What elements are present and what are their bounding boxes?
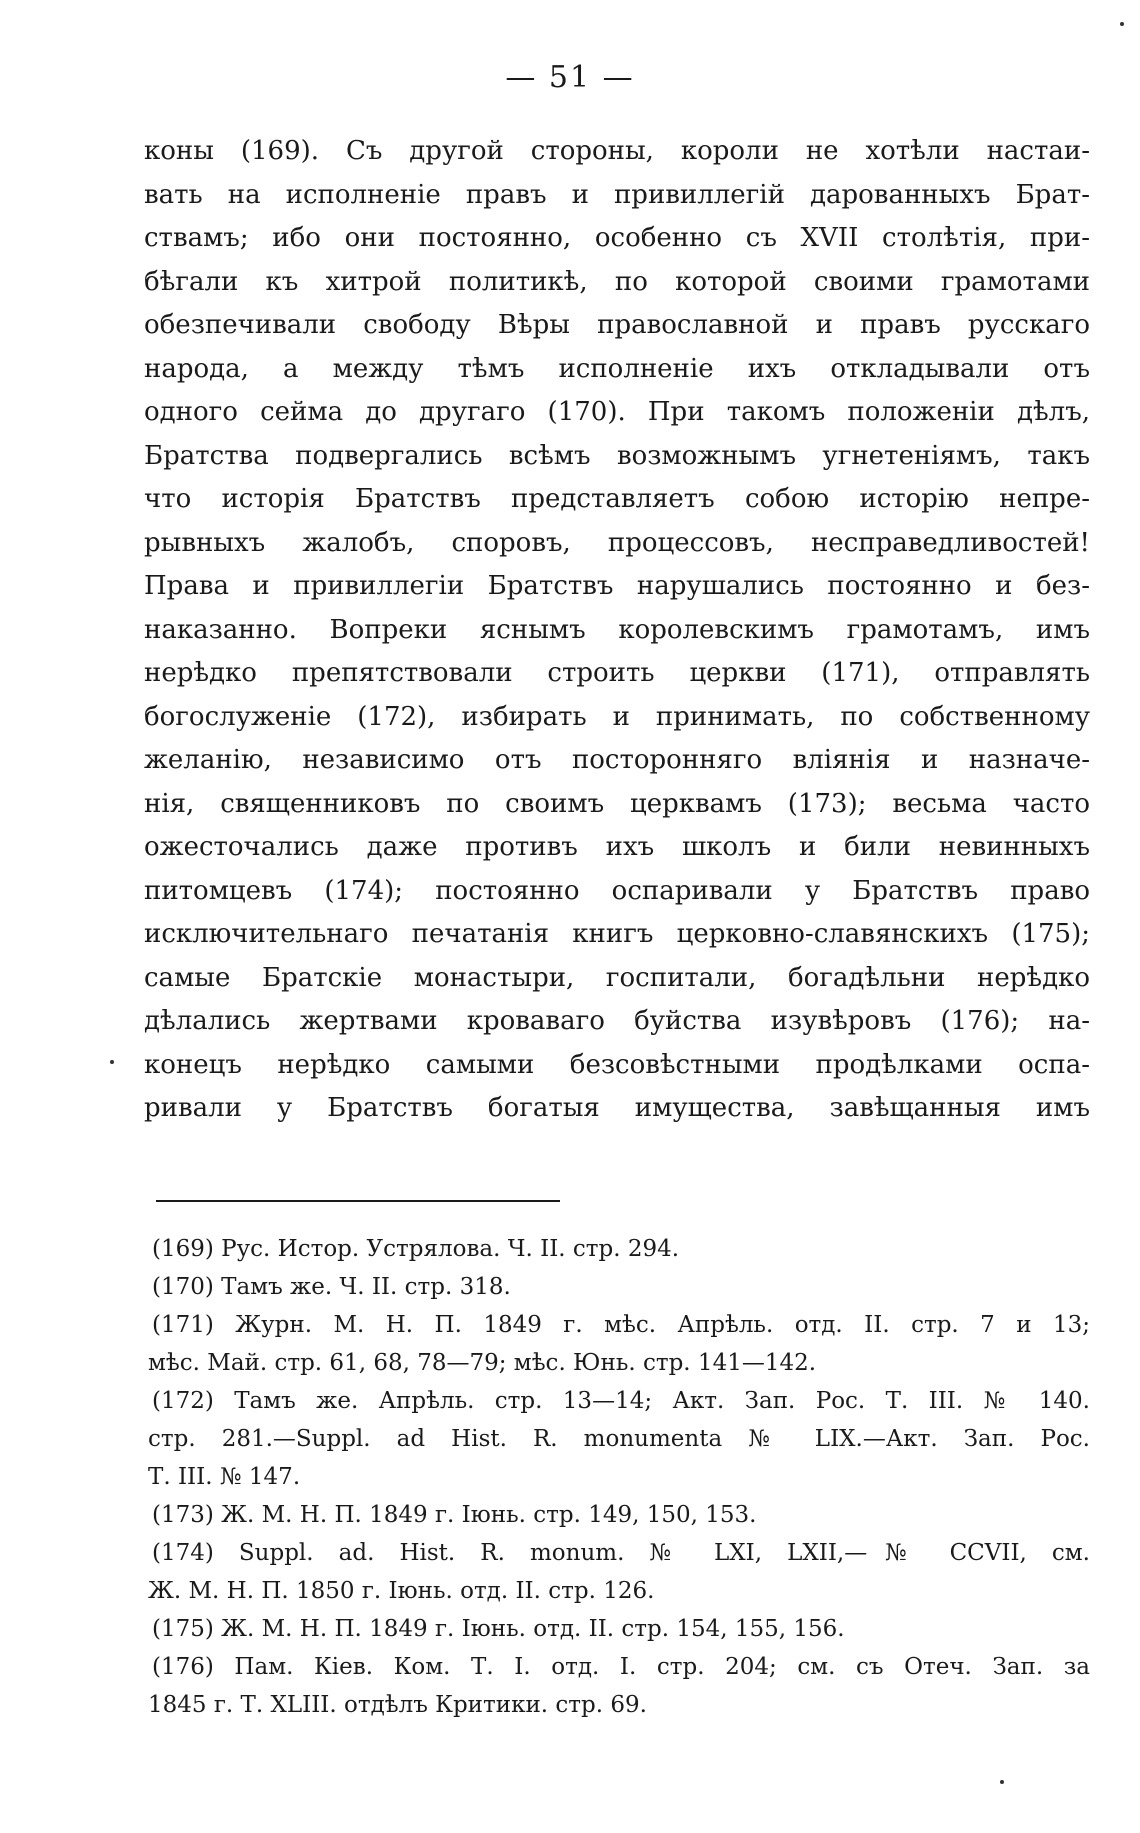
body-line: рывныхъ жалобъ, споровъ, процессовъ, несправедливостей! xyxy=(144,527,1090,558)
body-line: одного сейма до другаго (170). При такомъ положеніи дѣлъ, xyxy=(144,397,1090,427)
footnote-line: 1845 г. Т. XLIII. отдѣлъ Критики. стр. 69. xyxy=(148,1692,647,1718)
body-line: дѣлались жертвами кроваваго буйства изувѣровъ (176); на- xyxy=(144,1006,1090,1036)
body-line: Братства подвергались всѣмъ возможнымъ угнетеніямъ, такъ xyxy=(144,440,1090,471)
footnote-169 xyxy=(152,1230,1090,1268)
footnote-line: стр. 281.—Suppl. ad Hist. R. monumenta № LIX.—Акт. Зап. Рос. xyxy=(148,1426,1090,1452)
body-line: питомцевъ (174); постоянно оспаривали у Братствъ право xyxy=(144,875,1090,906)
body-line: нія, священниковъ по своимъ церквамъ (173); весьма часто xyxy=(144,788,1090,819)
body-line: ривали у Братствъ богатыя имущества, завѣщанныя имъ xyxy=(144,1093,1090,1123)
body-line: ожесточались даже противъ ихъ школъ и били невинныхъ xyxy=(144,832,1090,862)
footnote-174 xyxy=(148,1534,1090,1610)
body-line: нерѣдко препятствовали строить церкви (171), отправлять xyxy=(144,658,1090,688)
footnote-line: (176) Пам. Кіев. Ком. Т. I. отд. I. стр. 204; см. съ Отеч. Зап. за xyxy=(152,1654,1090,1680)
footnote-176 xyxy=(148,1648,1090,1724)
print-speck xyxy=(1120,22,1124,26)
footnote-divider xyxy=(156,1200,560,1202)
footnote-line: (174) Suppl. ad. Hist. R. monum. № LXI, LXII,—№ CCVII, см. xyxy=(152,1540,1090,1566)
body-line: ствамъ; ибо они постоянно, особенно съ XVII столѣтія, при- xyxy=(144,223,1090,253)
footnote-line: (175) Ж. М. Н. П. 1849 г. Іюнь. отд. II. стр. 154, 155, 156. xyxy=(152,1616,845,1642)
footnote-175 xyxy=(152,1610,1090,1648)
page-number: — 51 — xyxy=(505,60,635,95)
body-line: вать на исполненіе правъ и привиллегій дарованныхъ Брат- xyxy=(144,179,1090,210)
footnote-line: мѣс. Май. стр. 61, 68, 78—79; мѣс. Юнь. стр. 141—142. xyxy=(148,1350,817,1376)
footnotes xyxy=(148,1230,1090,1724)
footnote-line: (169) Рус. Истор. Устрялова. Ч. II. стр. 294. xyxy=(152,1236,680,1262)
footnote-line: (171) Журн. М. Н. П. 1849 г. мѣс. Апрѣль. отд. II. стр. 7 и 13; xyxy=(152,1312,1090,1338)
body-line: наказанно. Вопреки яснымъ королевскимъ грамотамъ, имъ xyxy=(144,614,1090,645)
footnote-line: (170) Тамъ же. Ч. II. стр. 318. xyxy=(152,1274,511,1300)
body-line: Права и привиллегіи Братствъ нарушались постоянно и без- xyxy=(144,571,1090,601)
footnote-line: (173) Ж. М. Н. П. 1849 г. Іюнь. стр. 149, 150, 153. xyxy=(152,1502,757,1528)
body-line: народа, а между тѣмъ исполненіе ихъ откладывали отъ xyxy=(144,353,1090,384)
footnote-171 xyxy=(148,1306,1090,1382)
body-line: конецъ нерѣдко самыми безсовѣстными продѣлками оспа- xyxy=(144,1049,1090,1080)
body-line: бѣгали къ хитрой политикѣ, по которой своими грамотами xyxy=(144,266,1090,297)
body-line: что исторія Братствъ представляетъ собою исторію непре- xyxy=(144,484,1090,514)
body-line: коны (169). Съ другой стороны, короли не хотѣли настаи- xyxy=(144,136,1090,166)
footnote-172 xyxy=(148,1382,1090,1496)
footnote-170 xyxy=(152,1268,1090,1306)
footnote-line: Т. III. № 147. xyxy=(148,1464,301,1490)
body-line: желанію, независимо отъ посторонняго вліянія и назначе- xyxy=(144,745,1090,775)
footnote-line: (172) Тамъ же. Апрѣль. стр. 13—14; Акт. Зап. Рос. Т. III. № 140. xyxy=(152,1388,1090,1414)
body-line: исключительнаго печатанія книгъ церковно-славянскихъ (175); xyxy=(144,919,1090,949)
body-line: обезпечивали свободу Вѣры православной и правъ русскаго xyxy=(144,310,1090,340)
footnote-line: Ж. М. Н. П. 1850 г. Іюнь. отд. II. стр. 126. xyxy=(148,1578,655,1604)
body-line: самые Братскіе монастыри, госпитали, богадѣльни нерѣдко xyxy=(144,962,1090,993)
print-speck xyxy=(110,1060,114,1064)
body-line: богослуженіе (172), избирать и принимать, по собственному xyxy=(144,701,1090,732)
footnote-173 xyxy=(152,1496,1090,1534)
body-text xyxy=(144,130,1090,1131)
print-speck xyxy=(1000,1780,1004,1784)
